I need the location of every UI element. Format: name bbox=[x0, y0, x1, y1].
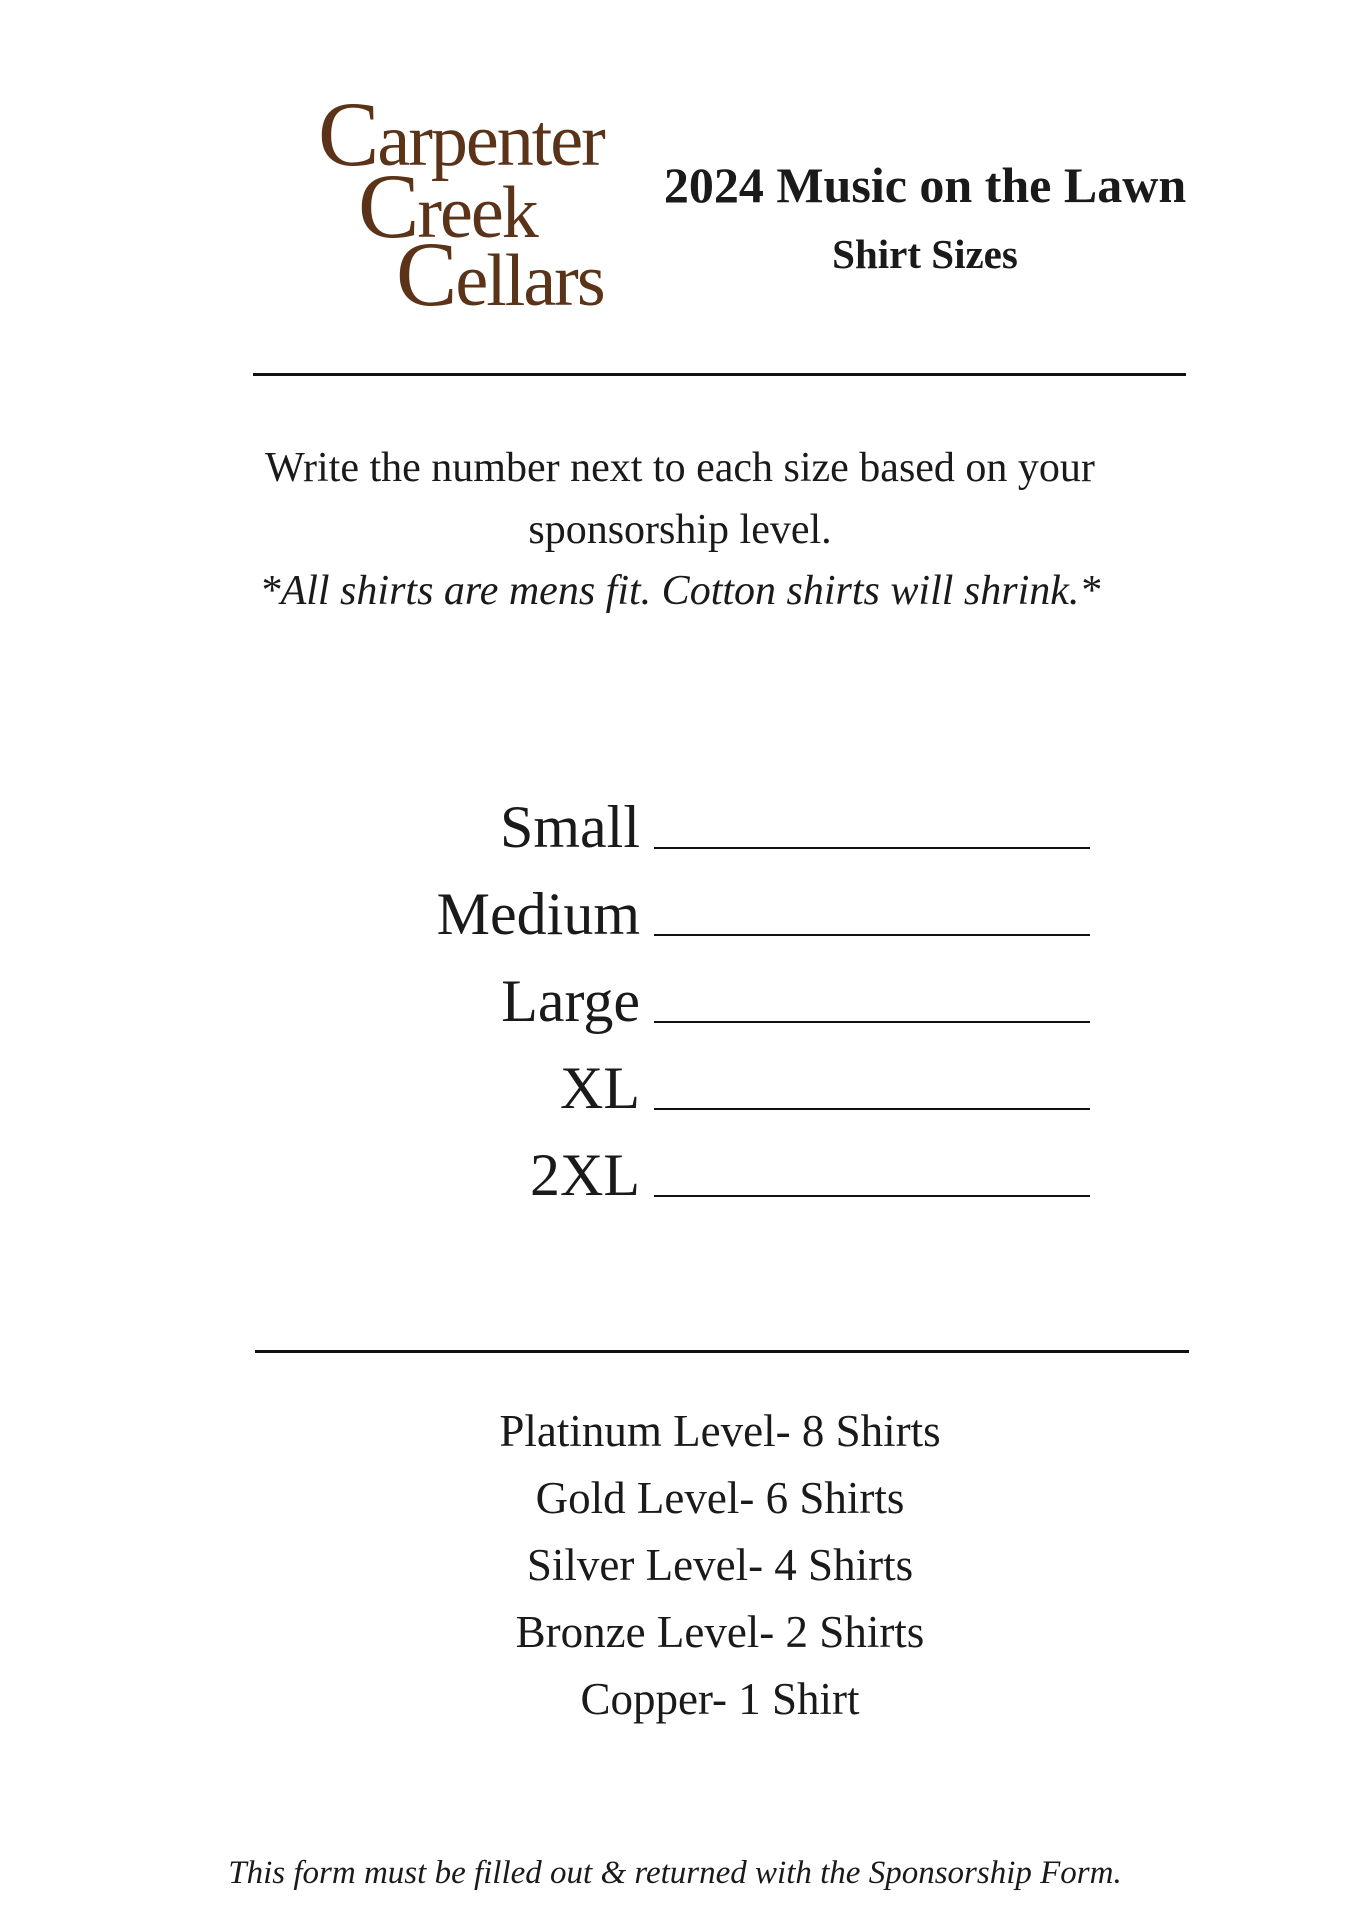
size-row-large bbox=[380, 944, 1100, 1034]
instruction-line-1: Write the number next to each size based on your bbox=[265, 445, 1095, 491]
size-label: Medium bbox=[436, 881, 640, 947]
instruction-line-2: sponsorship level. bbox=[528, 507, 832, 553]
size-label: 2XL bbox=[530, 1142, 640, 1208]
logo-line-3: Cellars bbox=[396, 223, 604, 325]
page-title: 2024 Music on the Lawn bbox=[663, 157, 1187, 213]
size-quantity-blank[interactable] bbox=[654, 847, 1090, 849]
logo-line-1: Carpenter bbox=[318, 83, 604, 185]
size-list bbox=[380, 770, 1100, 1208]
size-row-small bbox=[380, 770, 1100, 860]
top-divider bbox=[253, 373, 1186, 376]
size-row-2xl bbox=[380, 1118, 1100, 1208]
level-silver: Silver Level- 4 Shirts bbox=[526, 1540, 914, 1590]
page-subtitle: Shirt Sizes bbox=[832, 231, 1018, 277]
size-label: Large bbox=[501, 968, 640, 1034]
level-bronze: Bronze Level- 2 Shirts bbox=[515, 1607, 925, 1657]
size-row-medium bbox=[380, 857, 1100, 947]
level-gold: Gold Level- 6 Shirts bbox=[535, 1473, 905, 1523]
size-row-xl bbox=[380, 1031, 1100, 1121]
size-quantity-blank[interactable] bbox=[654, 934, 1090, 936]
logo-line-2: Creek bbox=[358, 155, 537, 257]
size-label: Small bbox=[499, 794, 640, 860]
sponsorship-levels bbox=[320, 1398, 1120, 1733]
level-copper: Copper- 1 Shirt bbox=[580, 1674, 860, 1724]
carpenter-creek-cellars-logo bbox=[318, 83, 604, 325]
fit-note: *All shirts are mens fit. Cotton shirts will shrink.* bbox=[259, 568, 1101, 614]
middle-divider bbox=[255, 1350, 1189, 1353]
size-quantity-blank[interactable] bbox=[654, 1108, 1090, 1110]
footer-note: This form must be filled out & returned with the Sponsorship Form. bbox=[228, 1855, 1122, 1891]
size-label: XL bbox=[560, 1055, 640, 1121]
size-quantity-blank[interactable] bbox=[654, 1021, 1090, 1023]
size-quantity-blank[interactable] bbox=[654, 1195, 1090, 1197]
level-platinum: Platinum Level- 8 Shirts bbox=[499, 1406, 941, 1456]
